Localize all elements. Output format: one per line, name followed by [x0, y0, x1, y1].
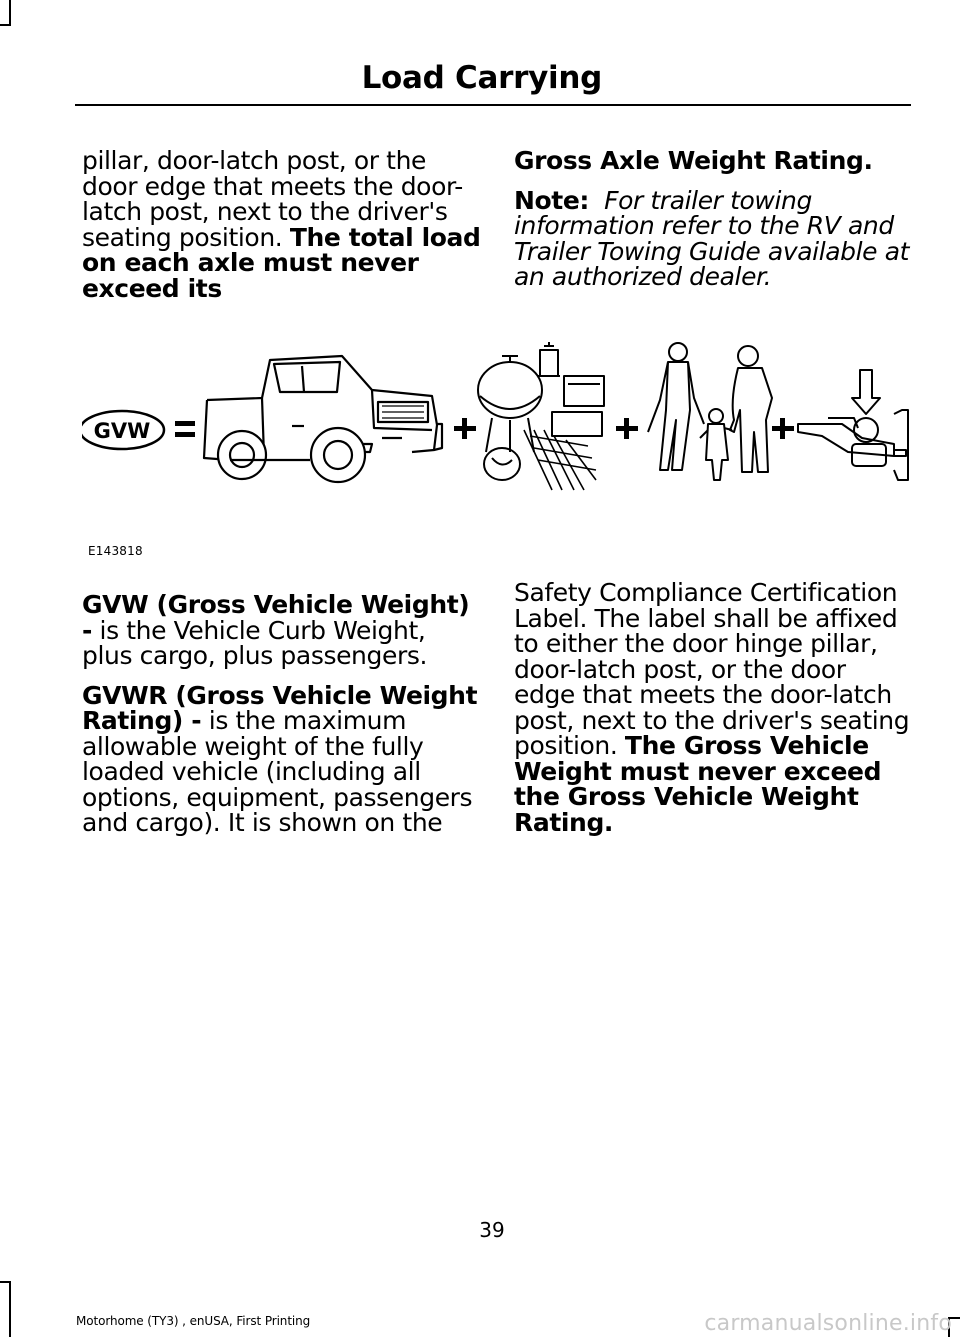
equals-icon	[175, 421, 195, 437]
definition-gvw: GVW (Gross Vehicle Weight) - is the Vehicle Curb Weight, plus cargo, plus passengers.	[82, 590, 470, 670]
paragraph	[514, 148, 914, 174]
paragraph: pillar, door-latch post, or the door edge that meets the door-latch post, next to the driver's seating position. The total load on each axle must never exceed its	[82, 146, 481, 303]
paragraph: Safety Compliance Certification Label. The label shall be affixed to either the door hinge pillar, door-latch post, or the door edge that meets the door-latch post, next to the driver's seating position. The Gross Vehicle Weight must never exceed the Gross Vehicle Weight Rating.	[514, 578, 910, 837]
family-passengers-icon	[648, 343, 772, 480]
figure-id: E143818	[88, 544, 143, 558]
plus-icon	[616, 418, 638, 439]
plus-icon	[454, 418, 476, 439]
term: GVWR (Gross Vehicle Weight Rating) -	[82, 680, 478, 735]
header-rule	[75, 104, 911, 106]
column-3	[82, 592, 482, 850]
crop-mark	[9, 1281, 11, 1337]
page-title: Load Carrying	[361, 60, 602, 96]
gvw-badge	[82, 411, 164, 449]
watermark: carmanualsonline.info	[704, 1311, 952, 1336]
note-text: For trailer towing information refer to the RV and Trailer Towing Guide available at an authorized dealer.	[514, 185, 910, 291]
crop-mark	[0, 1281, 11, 1283]
footer-edition: Motorhome (TY3) , enUSA, First Printing	[76, 1314, 311, 1328]
warning-text: Gross Axle Weight Rating.	[514, 146, 873, 175]
gvw-illustration	[82, 340, 918, 550]
gvw-badge-label: GVW	[93, 419, 151, 443]
column-1	[82, 148, 482, 315]
term: GVW (Gross Vehicle Weight) -	[82, 590, 470, 645]
plus-icon	[772, 418, 794, 439]
column-4	[514, 580, 914, 849]
note	[514, 185, 914, 291]
warning-text: The Gross Vehicle Weight must never exceed the Gross Vehicle Weight Rating.	[514, 731, 882, 837]
note-label: Note:	[514, 185, 590, 215]
grill-and-cargo-icon	[478, 342, 604, 490]
crop-mark	[0, 24, 11, 26]
trailer-hitch-icon	[798, 370, 908, 480]
warning-text: The total load on each axle must never exceed its	[82, 222, 481, 303]
crop-mark	[9, 0, 11, 26]
definition-gvwr: GVWR (Gross Vehicle Weight Rating) - is the maximum allowable weight of the fully loaded vehicle (including all options, equipment, passengers and cargo). It is shown on the	[82, 680, 478, 837]
pickup-truck-icon	[204, 356, 442, 482]
column-2	[514, 148, 914, 304]
page-number: 39	[479, 1218, 505, 1242]
